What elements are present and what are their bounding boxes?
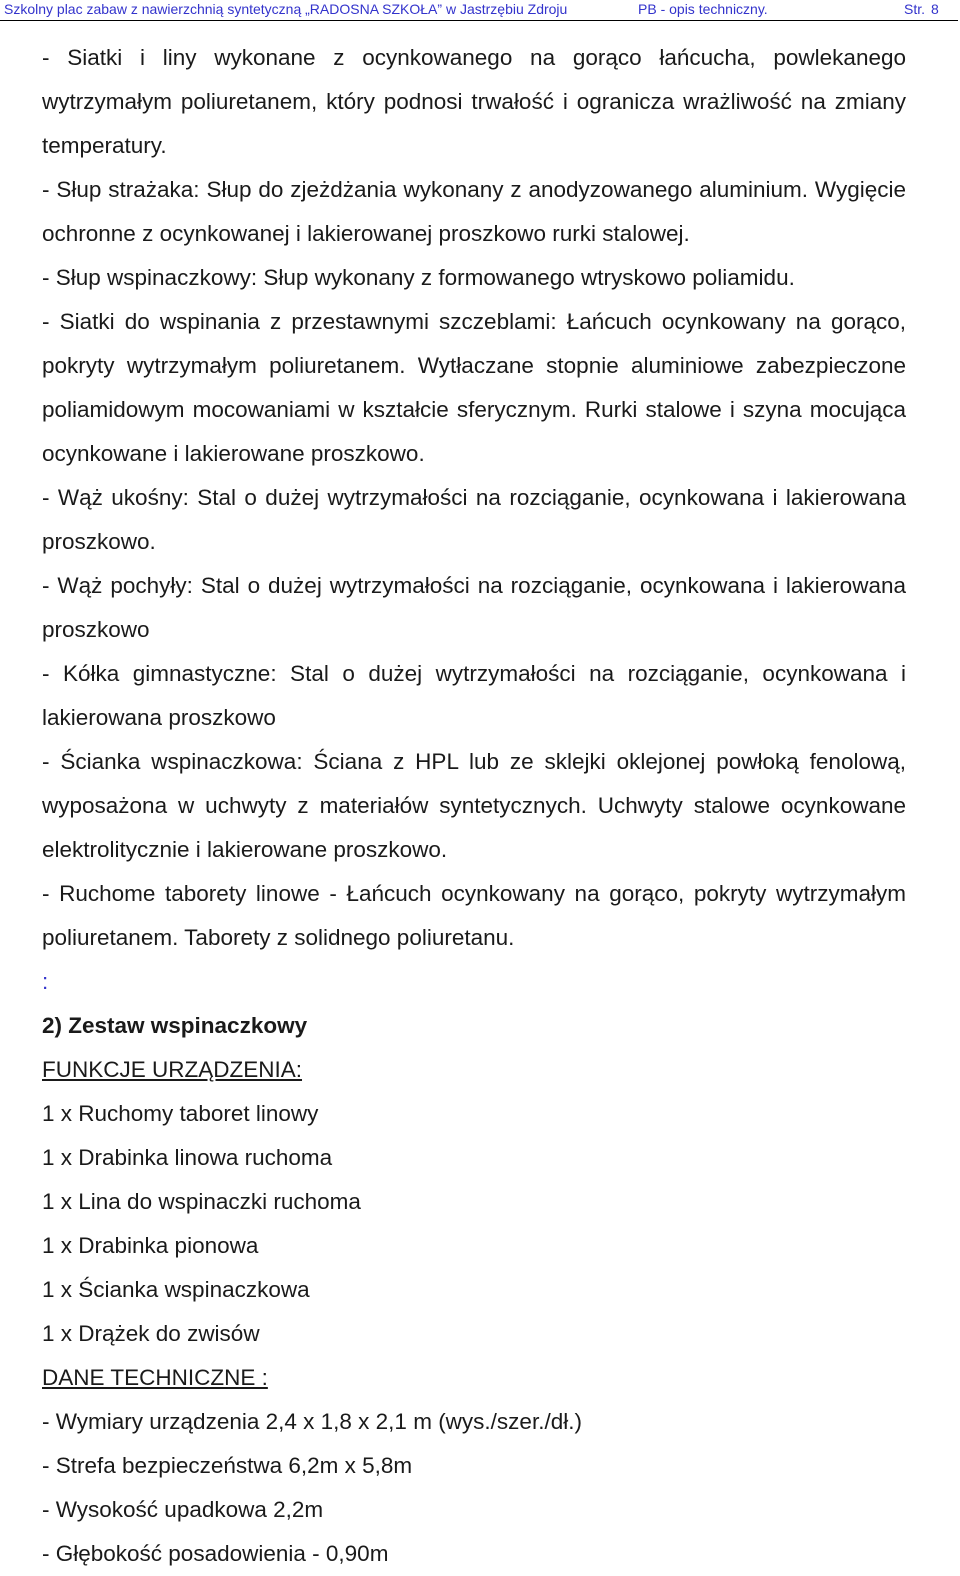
paragraph-climbing-pole: - Słup wspinaczkowy: Słup wykonany z formowanego wtryskowo poliamidu.	[42, 265, 795, 290]
function-item: 1 x Ruchomy taboret linowy	[42, 1101, 319, 1126]
stray-colon: :	[42, 969, 49, 994]
functions-heading: FUNKCJE URZĄDZENIA:	[42, 1057, 303, 1082]
tech-data-heading: DANE TECHNICZNE :	[42, 1365, 268, 1390]
paragraph-inclined-snake: - Wąż pochyły: Stal o dużej wytrzymałości na rozciąganie, ocynkowana i lakierowana proszkowo	[42, 573, 906, 642]
header-document-title: Szkolny plac zabaw z nawierzchnią syntetyczną „RADOSNA SZKOŁA” w Jastrzębiu Zdroju	[4, 1, 568, 17]
paragraph-nets-ropes: - Siatki i liny wykonane z ocynkowanego na gorąco łańcucha, powlekanego wytrzymałym poliuretanem, który podnosi trwałość i ogranicza wrażliwość na zmiany temperatury.	[42, 45, 906, 158]
paragraph-diagonal-snake: - Wąż ukośny: Stal o dużej wytrzymałości na rozciąganie, ocynkowana i lakierowana proszkowo.	[42, 485, 906, 554]
tech-data-item: - Wymiary urządzenia 2,4 x 1,8 x 2,1 m (wys./szer./dł.)	[42, 1409, 582, 1434]
header-page-number: 8	[931, 1, 939, 17]
paragraph-climbing-nets: - Siatki do wspinania z przestawnymi szczeblami: Łańcuch ocynkowany na gorąco, pokryty wytrzymałym poliuretanem. Wytłaczane stopnie aluminiowe zabezpieczone poliamidowym mocowaniami w kształcie sferycznym. Rurki stalowe i szyna mocująca ocynkowane i lakierowane proszkowo.	[42, 309, 906, 466]
tech-data-item: - Wysokość upadkowa 2,2m	[42, 1497, 324, 1522]
function-item: 1 x Drabinka linowa ruchoma	[42, 1145, 333, 1170]
header-page-indicator	[904, 1, 939, 17]
function-item: 1 x Drabinka pionowa	[42, 1233, 259, 1258]
paragraph-rope-stools: - Ruchome taborety linowe - Łańcuch ocynkowany na gorąco, pokryty wytrzymałym poliuretanem. Taborety z solidnego poliuretanu.	[42, 881, 906, 950]
header-divider	[0, 20, 958, 21]
page-header	[0, 0, 960, 20]
paragraph-fireman-pole: - Słup strażaka: Słup do zjeżdżania wykonany z anodyzowanego aluminium. Wygięcie ochronne z ocynkowanej i lakierowanej proszkowo rurki stalowej.	[42, 177, 906, 246]
header-page-label: Str.	[904, 1, 926, 17]
paragraph-gym-rings: - Kółka gimnastyczne: Stal o dużej wytrzymałości na rozciąganie, ocynkowana i lakierowana proszkowo	[42, 661, 906, 730]
header-section-label: PB - opis techniczny.	[638, 1, 768, 17]
function-item: 1 x Drążek do zwisów	[42, 1321, 260, 1346]
document-body	[42, 36, 906, 1576]
function-item: 1 x Ścianka wspinaczkowa	[42, 1277, 310, 1302]
section-title: 2) Zestaw wspinaczkowy	[42, 1013, 308, 1038]
paragraph-climbing-wall: - Ścianka wspinaczkowa: Ściana z HPL lub ze sklejki oklejonej powłoką fenolową, wyposażona w uchwyty z materiałów syntetycznych. Uchwyty stalowe ocynkowane elektrolitycznie i lakierowane proszkowo.	[42, 749, 906, 862]
tech-data-item: - Głębokość posadowienia - 0,90m	[42, 1541, 389, 1566]
tech-data-item: - Strefa bezpieczeństwa 6,2m x 5,8m	[42, 1453, 413, 1478]
function-item: 1 x Lina do wspinaczki ruchoma	[42, 1189, 361, 1214]
